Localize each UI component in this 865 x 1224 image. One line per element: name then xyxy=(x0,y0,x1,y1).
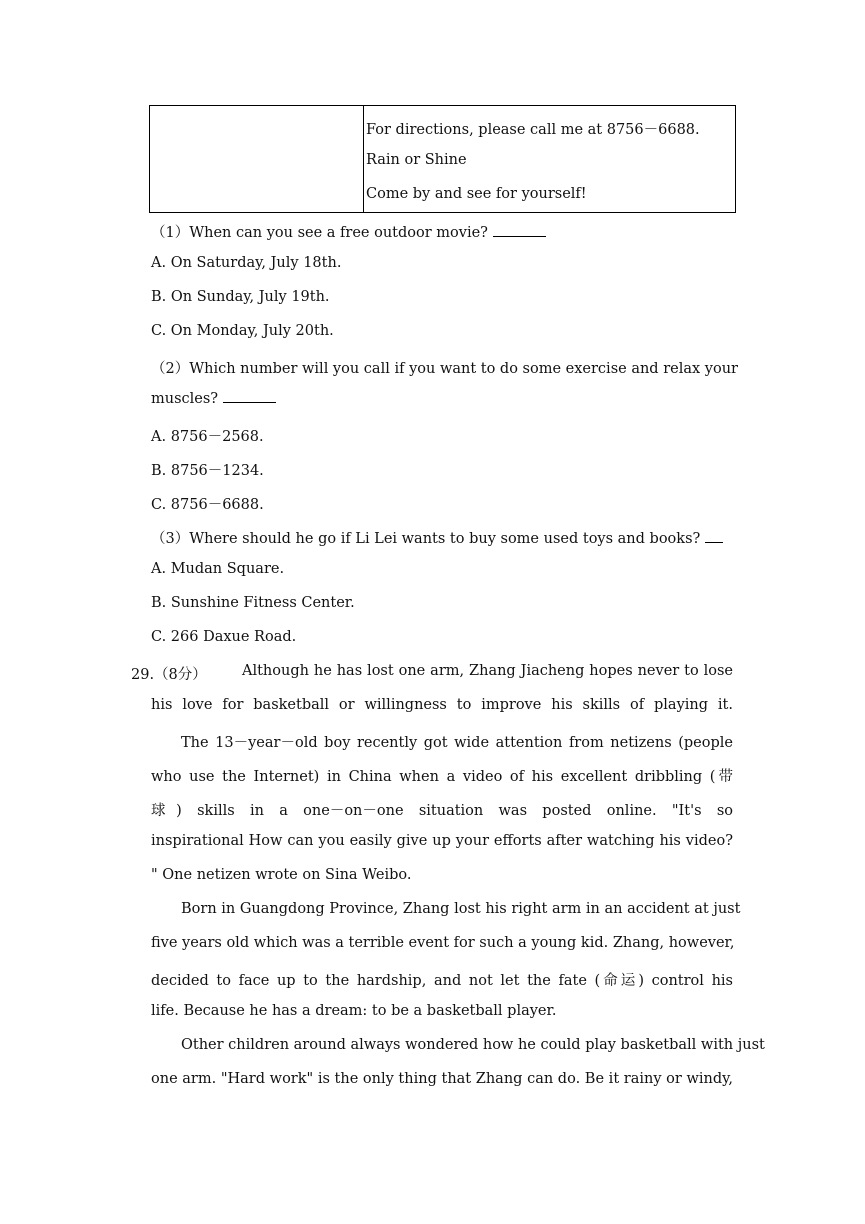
table-line-come-by: Come by and see for yourself! xyxy=(366,186,587,202)
question-2-option-a: A. 8756－2568. xyxy=(151,429,264,445)
passage-line-11: life. Because he has a dream: to be a basketball player. xyxy=(151,1003,557,1019)
answer-blank-3[interactable] xyxy=(705,541,723,543)
passage-line-7: " One netizen wrote on Sina Weibo. xyxy=(151,867,412,883)
passage-line-3: The 13－year－old boy recently got wide attention from netizens (people xyxy=(181,735,733,751)
info-table xyxy=(149,105,736,213)
passage-line-5: 球) skills in a one－on－one situation was posted online. "It's so xyxy=(151,803,733,819)
table-line-directions: For directions, please call me at 8756－6688. xyxy=(366,122,700,138)
passage-line-1: Although he has lost one arm, Zhang Jiacheng hopes never to lose xyxy=(242,663,733,679)
passage-line-10: decided to face up to the hardship, and not let the fate (命运) control his xyxy=(151,973,733,989)
question-2-option-c: C. 8756－6688. xyxy=(151,497,264,513)
passage-line-13: one arm. "Hard work" is the only thing that Zhang can do. Be it rainy or windy, xyxy=(151,1071,733,1087)
question-2-stem-line2 xyxy=(151,391,276,407)
answer-blank-1[interactable] xyxy=(493,235,546,237)
passage-line-12: Other children around always wondered how he could play basketball with just xyxy=(181,1037,765,1053)
question-1-option-c: C. On Monday, July 20th. xyxy=(151,323,334,339)
question-3-stem xyxy=(151,527,723,548)
passage-line-8: Born in Guangdong Province, Zhang lost his right arm in an accident at just xyxy=(181,901,741,917)
table-right-cell xyxy=(366,106,735,212)
question-2-text-line2: muscles? xyxy=(151,391,219,407)
question-2-stem-line1: （2）Which number will you call if you want to do some exercise and relax your xyxy=(151,361,738,377)
question-3-option-b: B. Sunshine Fitness Center. xyxy=(151,595,355,611)
table-column-divider xyxy=(363,106,364,212)
question-1-text: （1）When can you see a free outdoor movie? xyxy=(151,225,488,241)
passage-line-4: who use the Internet) in China when a video of his excellent dribbling (带 xyxy=(151,769,733,785)
question-1-stem xyxy=(151,221,546,242)
question-3-option-c: C. 266 Daxue Road. xyxy=(151,629,297,645)
answer-blank-2[interactable] xyxy=(223,401,276,403)
table-line-rain-or-shine: Rain or Shine xyxy=(366,152,467,168)
passage-line-6: inspirational How can you easily give up your efforts after watching his video? xyxy=(151,833,733,849)
passage-line-2: his love for basketball or willingness to improve his skills of playing it. xyxy=(151,697,733,713)
question-3-option-a: A. Mudan Square. xyxy=(151,561,285,577)
question-2-option-b: B. 8756－1234. xyxy=(151,463,264,479)
question-1-option-a: A. On Saturday, July 18th. xyxy=(151,255,342,271)
passage-number: 29.（8分） xyxy=(131,667,207,683)
question-3-text: （3）Where should he go if Li Lei wants to buy some used toys and books? xyxy=(151,531,701,547)
passage-line-9: five years old which was a terrible event for such a young kid. Zhang, however, xyxy=(151,935,735,951)
question-1-option-b: B. On Sunday, July 19th. xyxy=(151,289,330,305)
